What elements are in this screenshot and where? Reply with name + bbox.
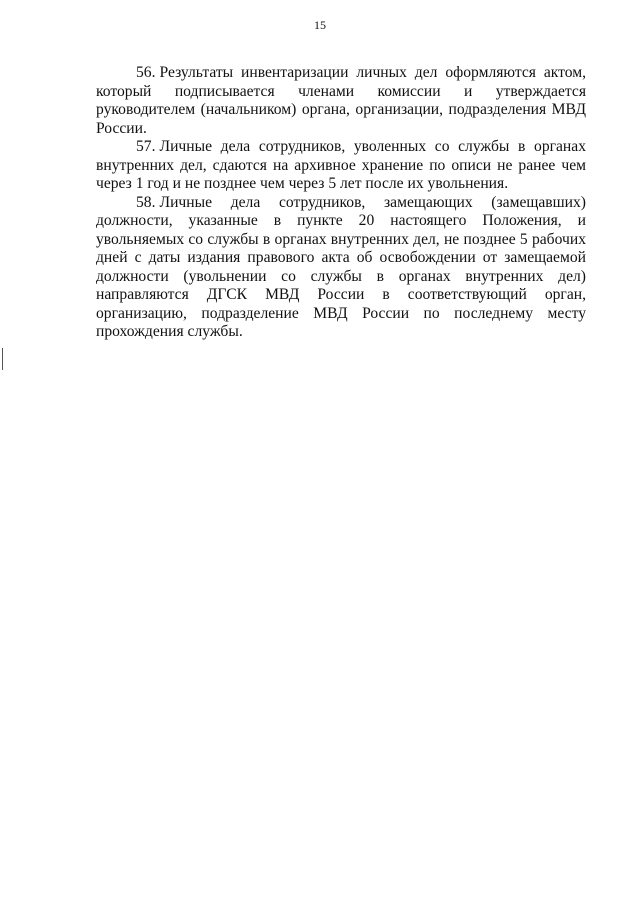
scan-artifact-mark [2, 348, 3, 370]
document-body [96, 64, 586, 342]
paragraph-57 [96, 138, 586, 194]
paragraph-number: 58. [136, 193, 156, 211]
paragraph-text: Результаты инвентаризации личных дел оформляются актом, который подписывается членами комиссии и утверждается руководителем (начальником) органа, организации, подразделения МВД России. [96, 64, 586, 137]
paragraph-text: Личные дела сотрудников, замещающих (замещавших) должности, указанные в пункте 20 настоящего Положения, и увольняемых со службы в органах внутренних дел, не позднее 5 рабочих дней с даты издания правового акта об освобождении от замещаемой должности (увольнении со службы в органах внутренних дел) направляются ДГСК МВД России в соответствующий орган, организацию, подразделение МВД России по последнему месту прохождения службы. [96, 193, 586, 340]
paragraph-number: 56. [136, 64, 156, 81]
paragraph-text: Личные дела сотрудников, уволенных со службы в органах внутренних дел, сдаются на архивное хранение по описи не ранее чем через 1 год и не позднее чем через 5 лет после их увольнения. [96, 138, 586, 192]
paragraph-56 [96, 64, 586, 138]
page-number: 15 [314, 18, 326, 32]
paragraph-58 [96, 194, 586, 342]
paragraph-number: 57. [136, 138, 156, 155]
